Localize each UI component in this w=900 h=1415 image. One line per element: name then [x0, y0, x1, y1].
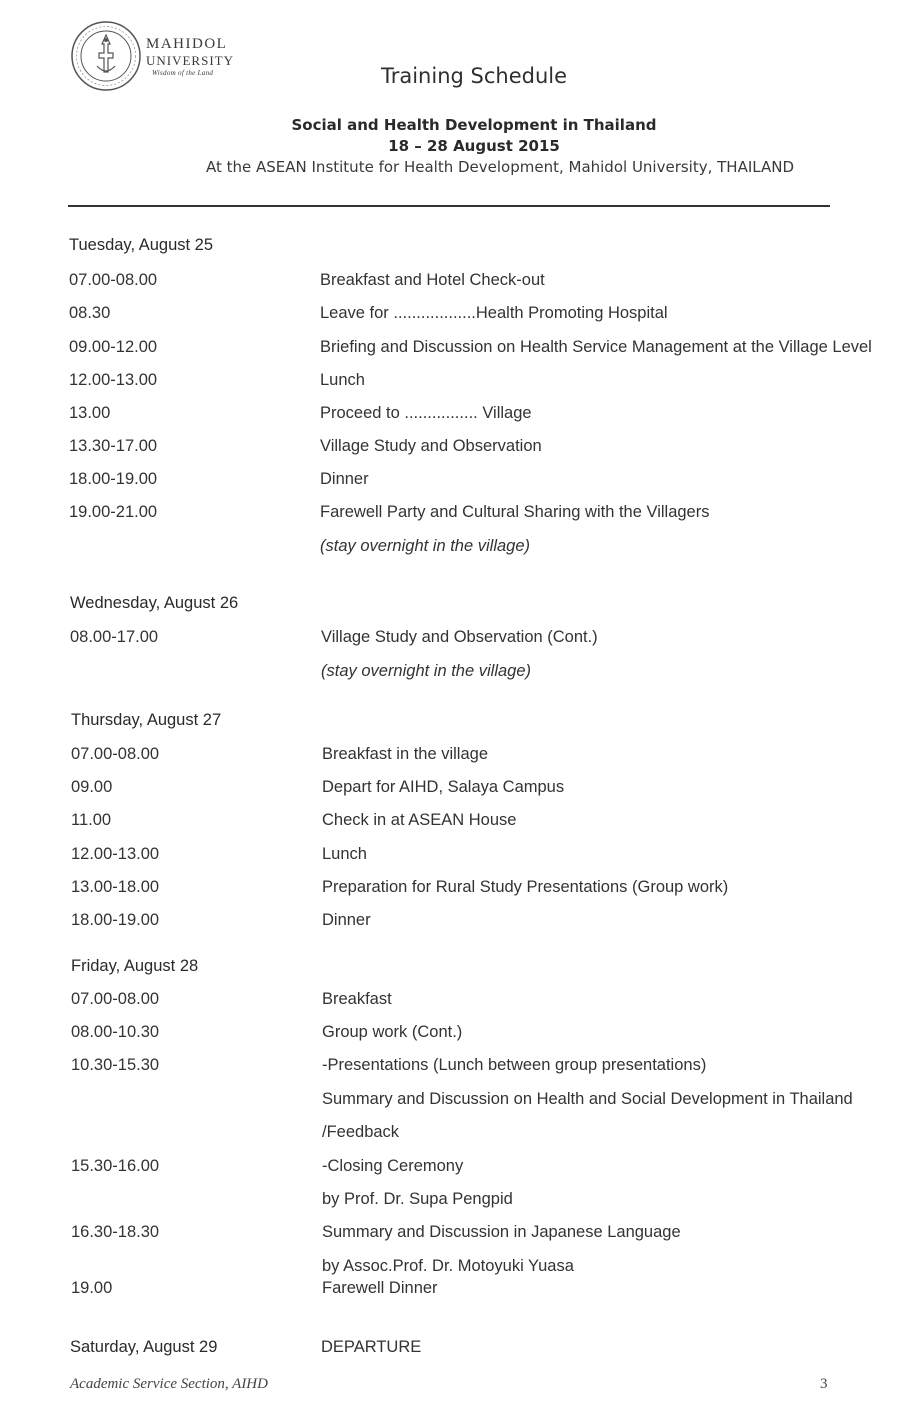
page-number: 3 [820, 1376, 828, 1392]
schedule-note: (stay overnight in the village) [320, 537, 531, 555]
university-name-line1: MAHIDOL [146, 36, 228, 52]
schedule-time: 19.00 [71, 1279, 113, 1297]
schedule-time: 07.00-08.00 [71, 745, 160, 763]
day-heading: Thursday, August 27 [71, 711, 222, 729]
day-heading: Wednesday, August 26 [70, 594, 239, 612]
university-name-line2: UNIVERSITY [146, 53, 234, 68]
schedule-activity: Lunch [322, 845, 367, 863]
schedule-activity: Farewell Dinner [322, 1279, 438, 1297]
schedule-activity: -Presentations (Lunch between group presentations) [322, 1056, 707, 1074]
schedule-activity: Summary and Discussion in Japanese Language [322, 1223, 681, 1241]
schedule-time: 07.00-08.00 [69, 271, 158, 289]
day-heading: Tuesday, August 25 [69, 236, 214, 254]
schedule-activity: Breakfast in the village [322, 745, 489, 763]
university-motto: Wisdom of the Land [152, 69, 214, 77]
schedule-activity: Lunch [320, 371, 365, 389]
schedule-activity: Summary and Discussion on Health and Social Development in Thailand [322, 1090, 853, 1108]
document-title: Training Schedule [380, 64, 568, 88]
schedule-activity: Leave for ..................Health Promoting Hospital [320, 304, 668, 322]
schedule-time: 18.00-19.00 [69, 470, 158, 488]
schedule-activity: Preparation for Rural Study Presentations (Group work) [322, 878, 729, 896]
schedule-time: 13.00 [69, 404, 111, 422]
schedule-time: 08.30 [69, 304, 111, 322]
schedule-activity: -Closing Ceremony [322, 1157, 464, 1175]
day-heading: Saturday, August 29 [70, 1338, 218, 1356]
schedule-activity: /Feedback [322, 1123, 400, 1141]
schedule-time: 09.00 [71, 778, 113, 796]
schedule-activity: Depart for AIHD, Salaya Campus [322, 778, 565, 796]
day-activity: DEPARTURE [321, 1338, 422, 1356]
schedule-time: 08.00-17.00 [70, 628, 159, 646]
schedule-activity: Breakfast and Hotel Check-out [320, 271, 545, 289]
footer-section: Academic Service Section, AIHD [70, 1376, 268, 1392]
schedule-time: 16.30-18.30 [71, 1223, 160, 1241]
schedule-activity: Dinner [322, 911, 371, 929]
schedule-time: 12.00-13.00 [71, 845, 160, 863]
schedule-time: 11.00 [71, 811, 112, 829]
program-dates: 18 – 28 August 2015 [388, 137, 560, 155]
schedule-activity: by Prof. Dr. Supa Pengpid [322, 1190, 513, 1208]
schedule-time: 08.00-10.30 [71, 1023, 160, 1041]
schedule-time: 10.30-15.30 [71, 1056, 160, 1074]
schedule-activity: Dinner [320, 470, 369, 488]
program-title: Social and Health Development in Thailand [291, 116, 657, 134]
schedule-time: 18.00-19.00 [71, 911, 160, 929]
schedule-activity: Check in at ASEAN House [322, 811, 517, 829]
schedule-time: 15.30-16.00 [71, 1157, 160, 1175]
schedule-activity: Proceed to ................ Village [320, 404, 532, 422]
schedule-time: 07.00-08.00 [71, 990, 160, 1008]
header-divider [68, 205, 830, 207]
schedule-time: 09.00-12.00 [69, 338, 158, 356]
schedule-activity: Breakfast [322, 990, 392, 1008]
schedule-time: 12.00-13.00 [69, 371, 158, 389]
schedule-activity: Group work (Cont.) [322, 1023, 463, 1041]
schedule-activity: Farewell Party and Cultural Sharing with the Villagers [320, 503, 710, 521]
schedule-activity: Village Study and Observation [320, 437, 542, 455]
schedule-activity: by Assoc.Prof. Dr. Motoyuki Yuasa [322, 1257, 574, 1275]
program-venue: At the ASEAN Institute for Health Development, Mahidol University, THAILAND [205, 158, 795, 176]
schedule-time: 19.00-21.00 [69, 503, 158, 521]
schedule-note: (stay overnight in the village) [321, 662, 532, 680]
schedule-activity: Village Study and Observation (Cont.) [321, 628, 598, 646]
schedule-time: 13.30-17.00 [69, 437, 158, 455]
day-heading: Friday, August 28 [71, 957, 199, 975]
schedule-activity: Briefing and Discussion on Health Service Management at the Village Level [320, 338, 872, 356]
schedule-time: 13.00-18.00 [71, 878, 160, 896]
